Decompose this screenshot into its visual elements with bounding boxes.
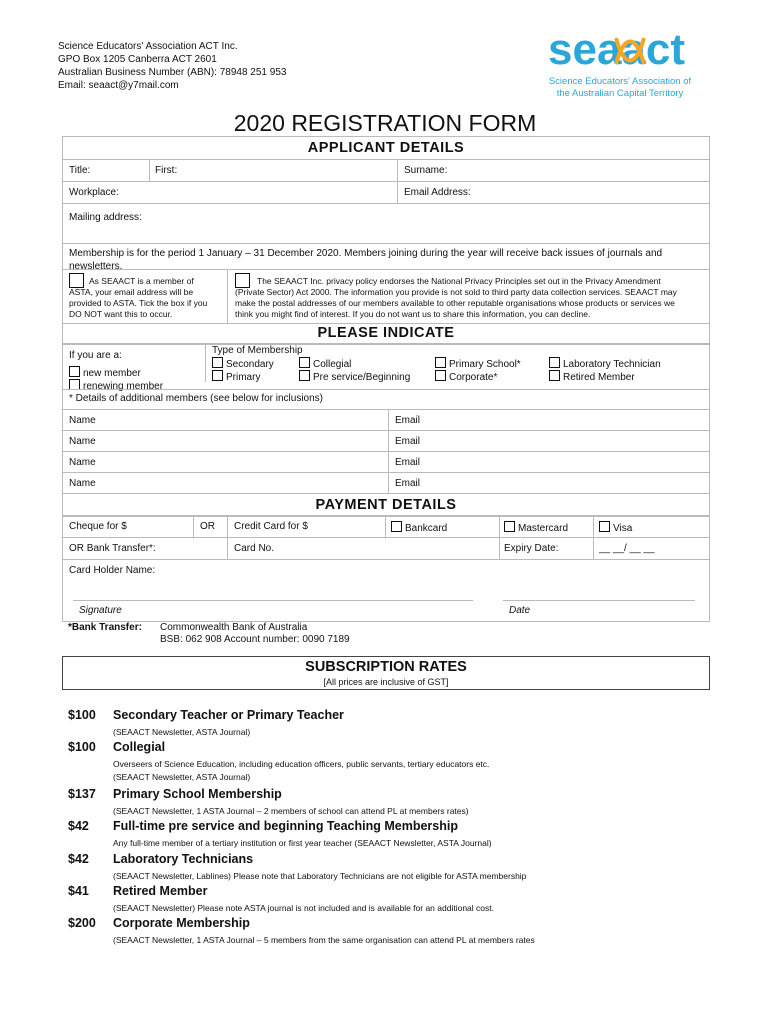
membership-note-row: [63, 243, 709, 270]
payment-method-row: [63, 515, 709, 538]
secondary-checkbox[interactable]: [212, 357, 223, 368]
additional-member-row: [63, 472, 709, 494]
card-number-row: [63, 537, 709, 560]
member-email-label: Email: [395, 457, 421, 468]
or-label: OR: [200, 521, 215, 532]
rate-price: $200: [68, 916, 96, 930]
rate-description: [113, 902, 494, 915]
member-name-label: Name: [69, 415, 96, 426]
signature-line: [73, 600, 473, 601]
rate-name: Retired Member: [113, 884, 208, 898]
please-indicate-heading-row: [63, 323, 709, 345]
rate-name: Full-time pre service and beginning Teaching Membership: [113, 819, 458, 833]
primary-school-option[interactable]: Primary School*: [435, 357, 521, 370]
payment-heading-row: [63, 493, 709, 517]
rate-name: Primary School Membership: [113, 787, 282, 801]
rate-description-line: Overseers of Science Education, including education officers, public servants, tertiary educators etc.: [113, 759, 490, 769]
rate-name: Laboratory Technicians: [113, 852, 254, 866]
bank-name: Commonwealth Bank of Australia: [160, 622, 308, 633]
membership-type-row: [63, 343, 709, 390]
workplace-row: [63, 181, 709, 204]
rate-price: $100: [68, 708, 96, 722]
renewing-member-option[interactable]: renewing member: [69, 379, 163, 392]
registration-form-table: [62, 136, 710, 622]
privacy-row: [63, 269, 709, 324]
logo-text: seaact: [548, 25, 686, 72]
surname-label: Surname:: [404, 165, 448, 176]
visa-option[interactable]: Visa: [599, 521, 632, 534]
applicant-details-heading: APPLICANT DETAILS: [307, 140, 465, 156]
member-name-label: Name: [69, 478, 96, 489]
logo-caption-line-2: the Australian Capital Territory: [556, 88, 684, 99]
expiry-date-label: Expiry Date:: [504, 543, 559, 554]
rate-price: $100: [68, 740, 96, 754]
bank-transfer-heading: *Bank Transfer:: [68, 622, 142, 633]
logo-caption: [536, 76, 704, 100]
additional-member-row: [63, 409, 709, 431]
payment-details-heading: PAYMENT DETAILS: [315, 497, 457, 513]
rate-name: Collegial: [113, 740, 166, 754]
card-number-label: Card No.: [234, 543, 275, 554]
if-you-are-label: If you are a:: [69, 350, 122, 361]
rate-description: [113, 758, 489, 784]
member-name-label: Name: [69, 457, 96, 468]
rate-description-line: (SEAACT Newsletter, ASTA Journal): [113, 772, 251, 782]
membership-period-note: Membership is for the period 1 January – 31 December 2020. Members joining during the year will receive back issues of journals and newsletters.: [69, 248, 663, 272]
subscription-rates-heading: SUBSCRIPTION RATES: [305, 659, 467, 675]
member-email-label: Email: [395, 478, 421, 489]
name-row: [63, 159, 709, 182]
rate-description-line: (SEAACT Newsletter, Lablines) Please note that Laboratory Technicians are not eligible for ASTA membership: [113, 871, 527, 881]
expiry-date-blank: __ __/ __ __: [599, 543, 655, 554]
rate-description-line: (SEAACT Newsletter, ASTA Journal): [113, 727, 251, 737]
primary-checkbox[interactable]: [212, 370, 223, 381]
first-name-label: First:: [155, 165, 178, 176]
subscription-rates-box: [62, 656, 710, 690]
title-label: Title:: [69, 165, 91, 176]
rate-description-line: (SEAACT Newsletter, 1 ASTA Journal – 5 members from the same organisation can attend PL at members rates: [113, 935, 535, 945]
rate-description: [113, 870, 526, 883]
org-postal: GPO Box 1205 Canberra ACT 2601: [58, 54, 217, 65]
preservice-option[interactable]: Pre service/Beginning: [299, 370, 410, 383]
lab-tech-option[interactable]: Laboratory Technician: [549, 357, 661, 370]
bank-bsb-account: BSB: 062 908 Account number: 0090 7189: [160, 634, 350, 645]
retired-checkbox[interactable]: [549, 370, 560, 381]
card-holder-label: Card Holder Name:: [69, 565, 156, 576]
mastercard-checkbox[interactable]: [504, 521, 515, 532]
logo-caption-line-1: Science Educators' Association of: [548, 76, 692, 87]
email-address-label: Email Address:: [404, 187, 471, 198]
form-title: 2020 REGISTRATION FORM: [233, 110, 537, 136]
bank-transfer-label: OR Bank Transfer*:: [69, 543, 156, 554]
new-member-option[interactable]: new member: [69, 366, 141, 379]
please-indicate-heading: PLEASE INDICATE: [317, 325, 455, 341]
rate-price: $137: [68, 787, 96, 801]
mailing-address-label: Mailing address:: [69, 212, 142, 223]
rate-description: [113, 805, 469, 818]
credit-card-label: Credit Card for $: [234, 521, 308, 532]
rate-description-line: (SEAACT Newsletter) Please note ASTA journal is not included and is available for an additional cost.: [113, 903, 494, 913]
member-name-label: Name: [69, 436, 96, 447]
bankcard-option[interactable]: Bankcard: [391, 521, 447, 534]
card-holder-row: [63, 559, 709, 622]
privacy-policy-text: The SEAACT Inc. privacy policy endorses the National Privacy Principles set out in the Privacy Amendment (Private Sector) Act 2000. The information you provide is not sold to third party data collection services. SEAACT may make the postal addresses of our members available to other reputable organisations whose products or services we think you might find of interest. If you do not want us to share this information, you can decline.: [235, 276, 677, 319]
rate-description-line: Any full-time member of a tertiary institution or first year teacher (SEAACT Newsletter, ASTA Journal): [113, 838, 492, 848]
cheque-label: Cheque for $: [69, 521, 127, 532]
mastercard-option[interactable]: Mastercard: [504, 521, 568, 534]
new-member-checkbox[interactable]: [69, 366, 80, 377]
rate-description: [113, 726, 250, 739]
rate-name: Secondary Teacher or Primary Teacher: [113, 708, 344, 722]
collegial-checkbox[interactable]: [299, 357, 310, 368]
additional-member-row: [63, 451, 709, 473]
rate-description: [113, 837, 492, 850]
corporate-option[interactable]: Corporate*: [435, 370, 497, 383]
additional-members-note: * Details of additional members (see below for inclusions): [69, 393, 324, 404]
visa-checkbox[interactable]: [599, 521, 610, 532]
preservice-checkbox[interactable]: [299, 370, 310, 381]
rate-price: $42: [68, 852, 89, 866]
rate-price: $41: [68, 884, 89, 898]
retired-option[interactable]: Retired Member: [549, 370, 635, 383]
mailing-row: [63, 203, 709, 244]
date-label: Date: [509, 605, 531, 616]
org-abn: Australian Business Number (ABN): 78948 251 953: [58, 67, 287, 78]
org-name: Science Educators' Association ACT Inc.: [58, 41, 238, 52]
member-email-label: Email: [395, 436, 421, 447]
rate-price: $42: [68, 819, 89, 833]
org-email: Email: seaact@y7mail.com: [58, 80, 179, 91]
rate-name: Corporate Membership: [113, 916, 250, 930]
additional-member-row: [63, 430, 709, 452]
gst-note: [All prices are inclusive of GST]: [323, 677, 449, 687]
seaact-logo: [546, 24, 698, 72]
rate-description: [113, 934, 535, 947]
signature-label: Signature: [79, 605, 122, 616]
workplace-label: Workplace:: [69, 187, 119, 198]
secondary-option[interactable]: Secondary: [212, 357, 274, 370]
asta-note: As SEAACT is a member of ASTA, your email address will be provided to ASTA. Tick the box if you DO NOT want this to occur.: [69, 276, 208, 319]
org-address-block: [58, 40, 286, 92]
date-line: [503, 600, 695, 601]
bankcard-checkbox[interactable]: [391, 521, 402, 532]
lab-tech-checkbox[interactable]: [549, 357, 560, 368]
additional-members-note-row: [63, 389, 709, 410]
primary-school-checkbox[interactable]: [435, 357, 446, 368]
member-email-label: Email: [395, 415, 421, 426]
rate-description-line: (SEAACT Newsletter, 1 ASTA Journal – 2 members of school can attend PL at members rates): [113, 806, 469, 816]
collegial-option[interactable]: Collegial: [299, 357, 351, 370]
primary-option[interactable]: Primary: [212, 370, 260, 383]
corporate-checkbox[interactable]: [435, 370, 446, 381]
type-of-membership-label: Type of Membership: [212, 345, 303, 356]
